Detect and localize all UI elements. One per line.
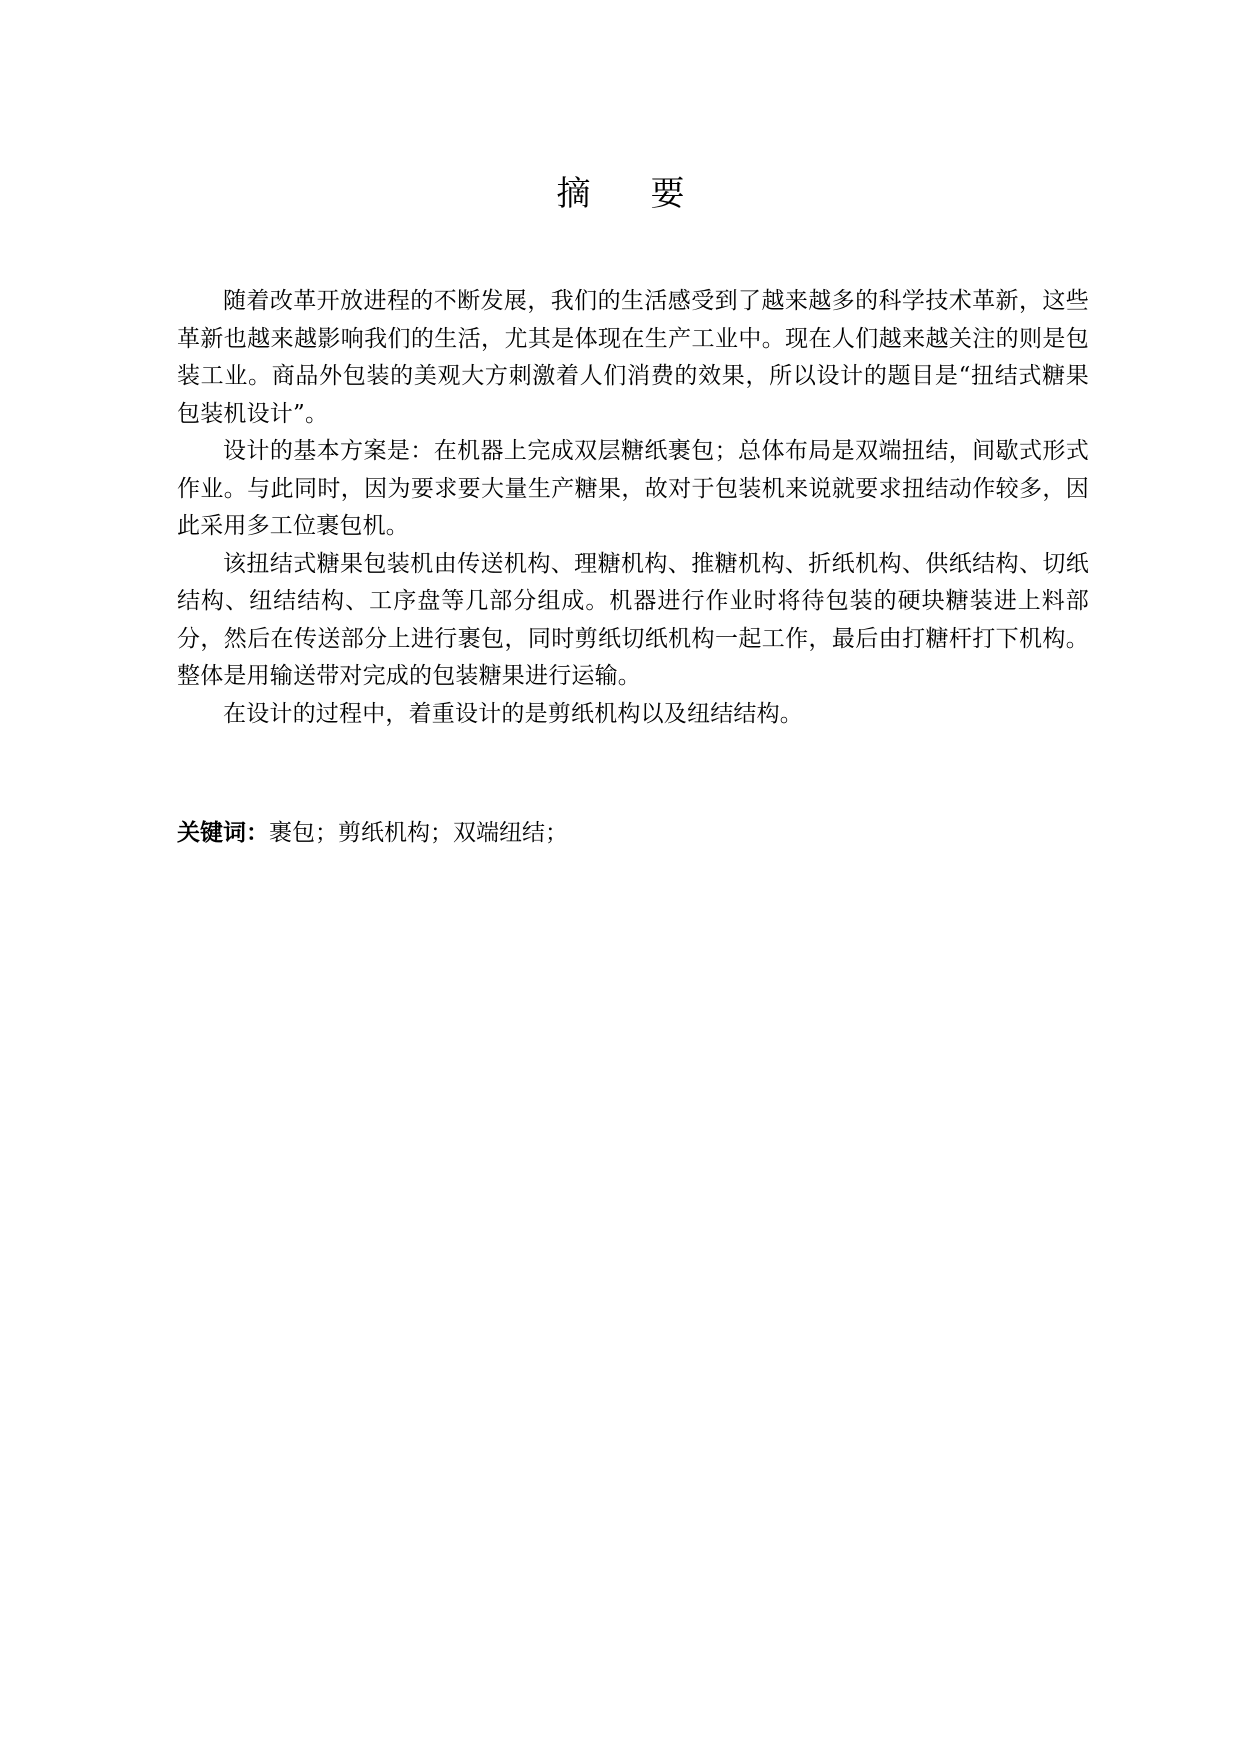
abstract-paragraph-3: 该扭结式糖果包装机由传送机构、理糖机构、推糖机构、折纸机构、供纸结构、切纸结构、纽结结构、工序盘等几部分组成。机器进行作业时将待包装的硬块糖装进上料部分，然后在传送部分上进行裹包，同时剪纸切纸机构一起工作，最后由打糖杆打下机构。整体是用输送带对完成的包装糖果进行运输。 — [177, 550, 1089, 689]
abstract-paragraph-4: 在设计的过程中，着重设计的是剪纸机构以及纽结结构。 — [223, 700, 803, 727]
title-char-1: 摘 — [556, 174, 591, 214]
abstract-paragraph-1: 随着改革开放进程的不断发展，我们的生活感受到了越来越多的科学技术革新，这些革新也越来越影响我们的生活，尤其是体现在生产工业中。现在人们越来越关注的则是包装工业。商品外包装的美观大方刺激着人们消费的效果，所以设计的题目是“扭结式糖果包装机设计”。 — [177, 288, 1089, 427]
keywords-text: 裹包；剪纸机构；双端纽结； — [269, 820, 568, 846]
keywords-label: 关键词： — [177, 820, 269, 846]
keywords-line — [177, 815, 1089, 852]
page-title — [0, 172, 1241, 216]
title-char-2: 要 — [650, 174, 685, 214]
abstract-paragraph-2: 设计的基本方案是：在机器上完成双层糖纸裹包；总体布局是双端扭结，间歇式形式作业。与此同时，因为要求要大量生产糖果，故对于包装机来说就要求扭结动作较多，因此采用多工位裹包机。 — [177, 438, 1089, 539]
abstract-body — [177, 283, 1089, 733]
